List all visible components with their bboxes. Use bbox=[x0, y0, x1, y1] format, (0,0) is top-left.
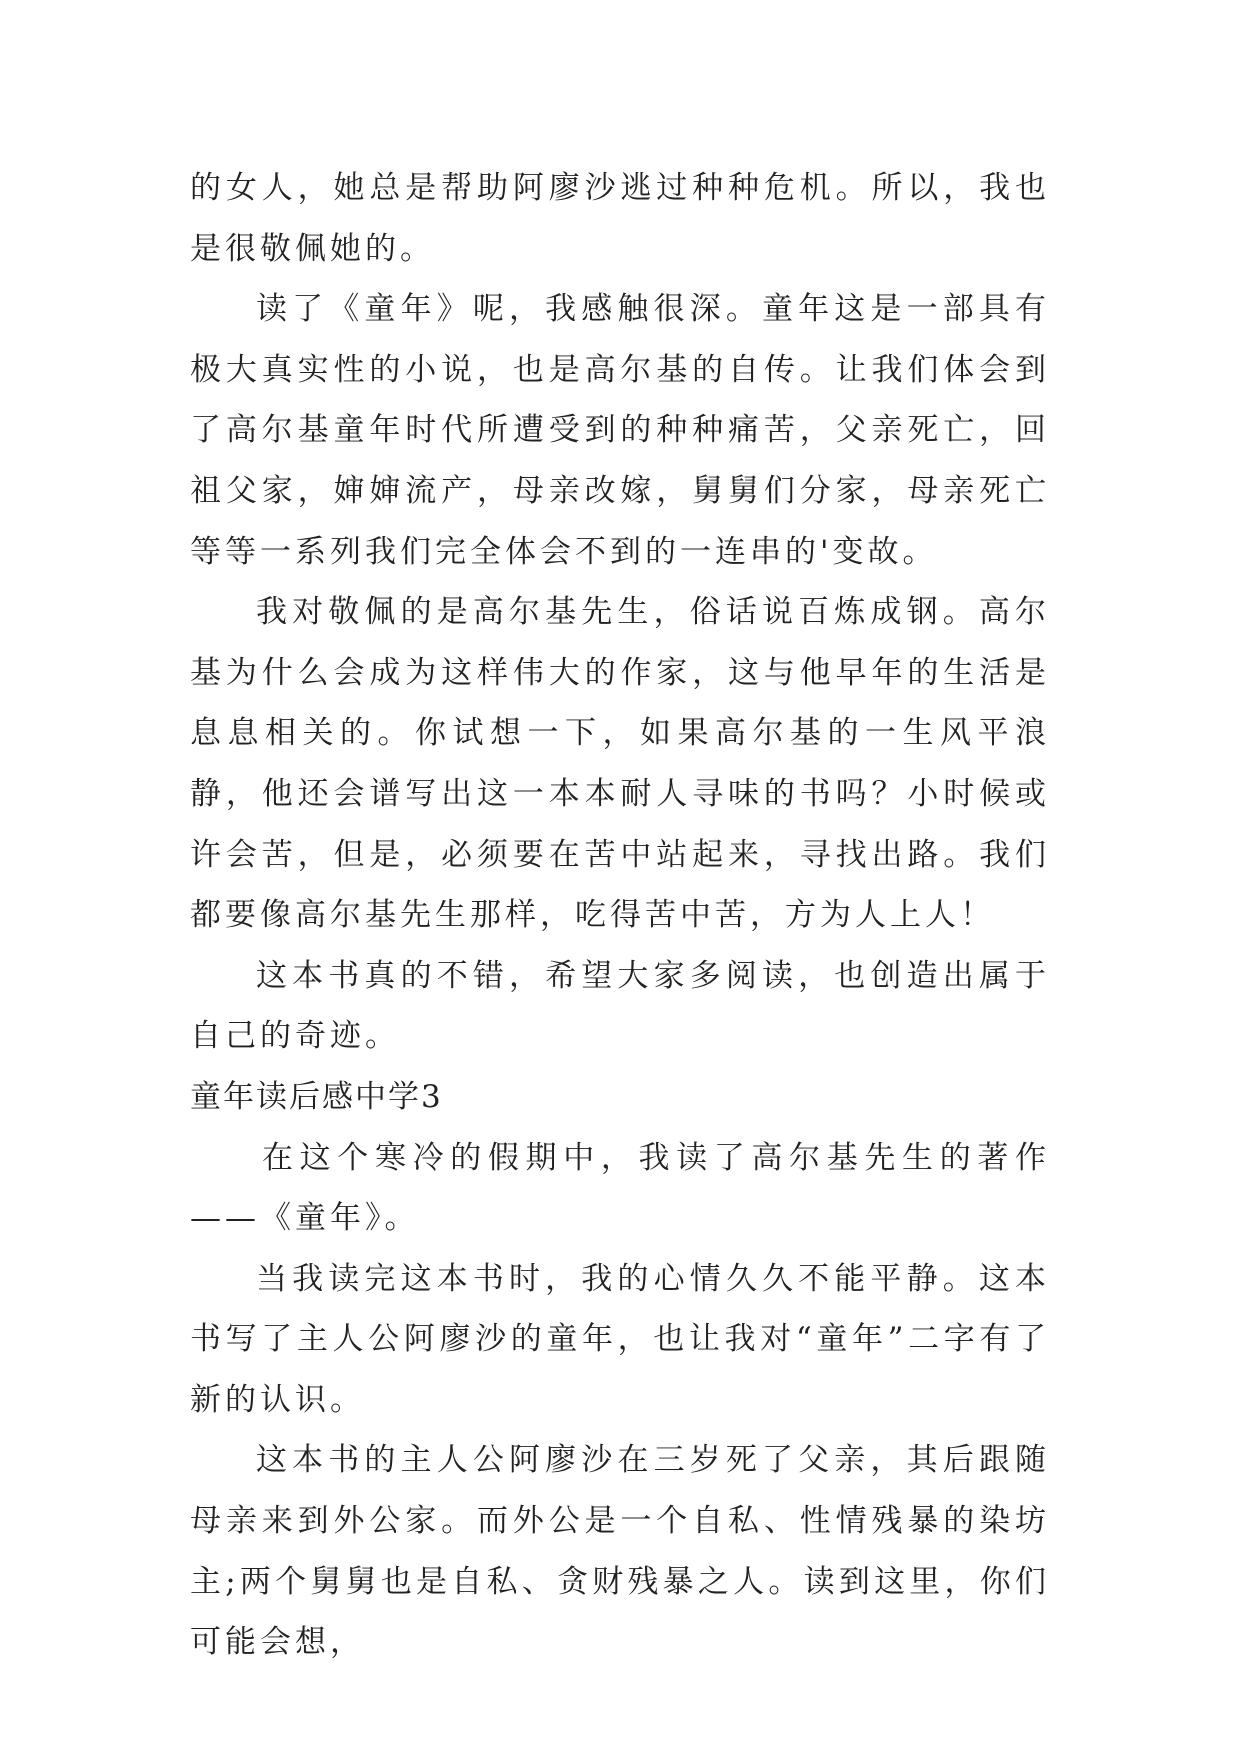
paragraph: 这本书的主人公阿廖沙在三岁死了父亲，其后跟随母亲来到外公家。而外公是一个自私、性情残暴的染坊主;两个舅舅也是自私、贪财残暴之人。读到这里，你们可能会想， bbox=[190, 1442, 1050, 1661]
paragraph: 我对敬佩的是高尔基先生，俗话说百炼成钢。高尔基为什么会成为这样伟大的作家，这与他早年的生活是息息相关的。你试想一下，如果高尔基的一生风平浪静，他还会谱写出这一本本耐人寻味的书吗？小时候或许会苦，但是，必须要在苦中站起来，寻找出路。我们都要像高尔基先生那样，吃得苦中苦，方为人上人！ bbox=[190, 594, 1050, 934]
paragraph: 这本书真的不错，希望大家多阅读，也创造出属于自己的奇迹。 bbox=[190, 957, 1050, 1055]
paragraph: 当我读完这本书时，我的心情久久不能平静。这本书写了主人公阿廖沙的童年，也让我对“童年”二字有了新的认识。 bbox=[190, 1260, 1050, 1418]
document-body bbox=[190, 158, 1050, 1673]
section-heading: 童年读后感中学3 bbox=[190, 1078, 443, 1115]
paragraph: 读了《童年》呢，我感触很深。童年这是一部具有极大真实性的小说，也是高尔基的自传。让我们体会到了高尔基童年时代所遭受到的种种痛苦，父亲死亡，回祖父家，婶婶流产，母亲改嫁，舅舅们分家，母亲死亡等等一系列我们完全体会不到的一连串的'变故。 bbox=[190, 291, 1050, 570]
paragraph: 的女人，她总是帮助阿廖沙逃过种种危机。所以，我也是很敬佩她的。 bbox=[190, 170, 1050, 267]
paragraph: 在这个寒冷的假期中，我读了高尔基先生的著作——《童年》。 bbox=[190, 1139, 1050, 1237]
